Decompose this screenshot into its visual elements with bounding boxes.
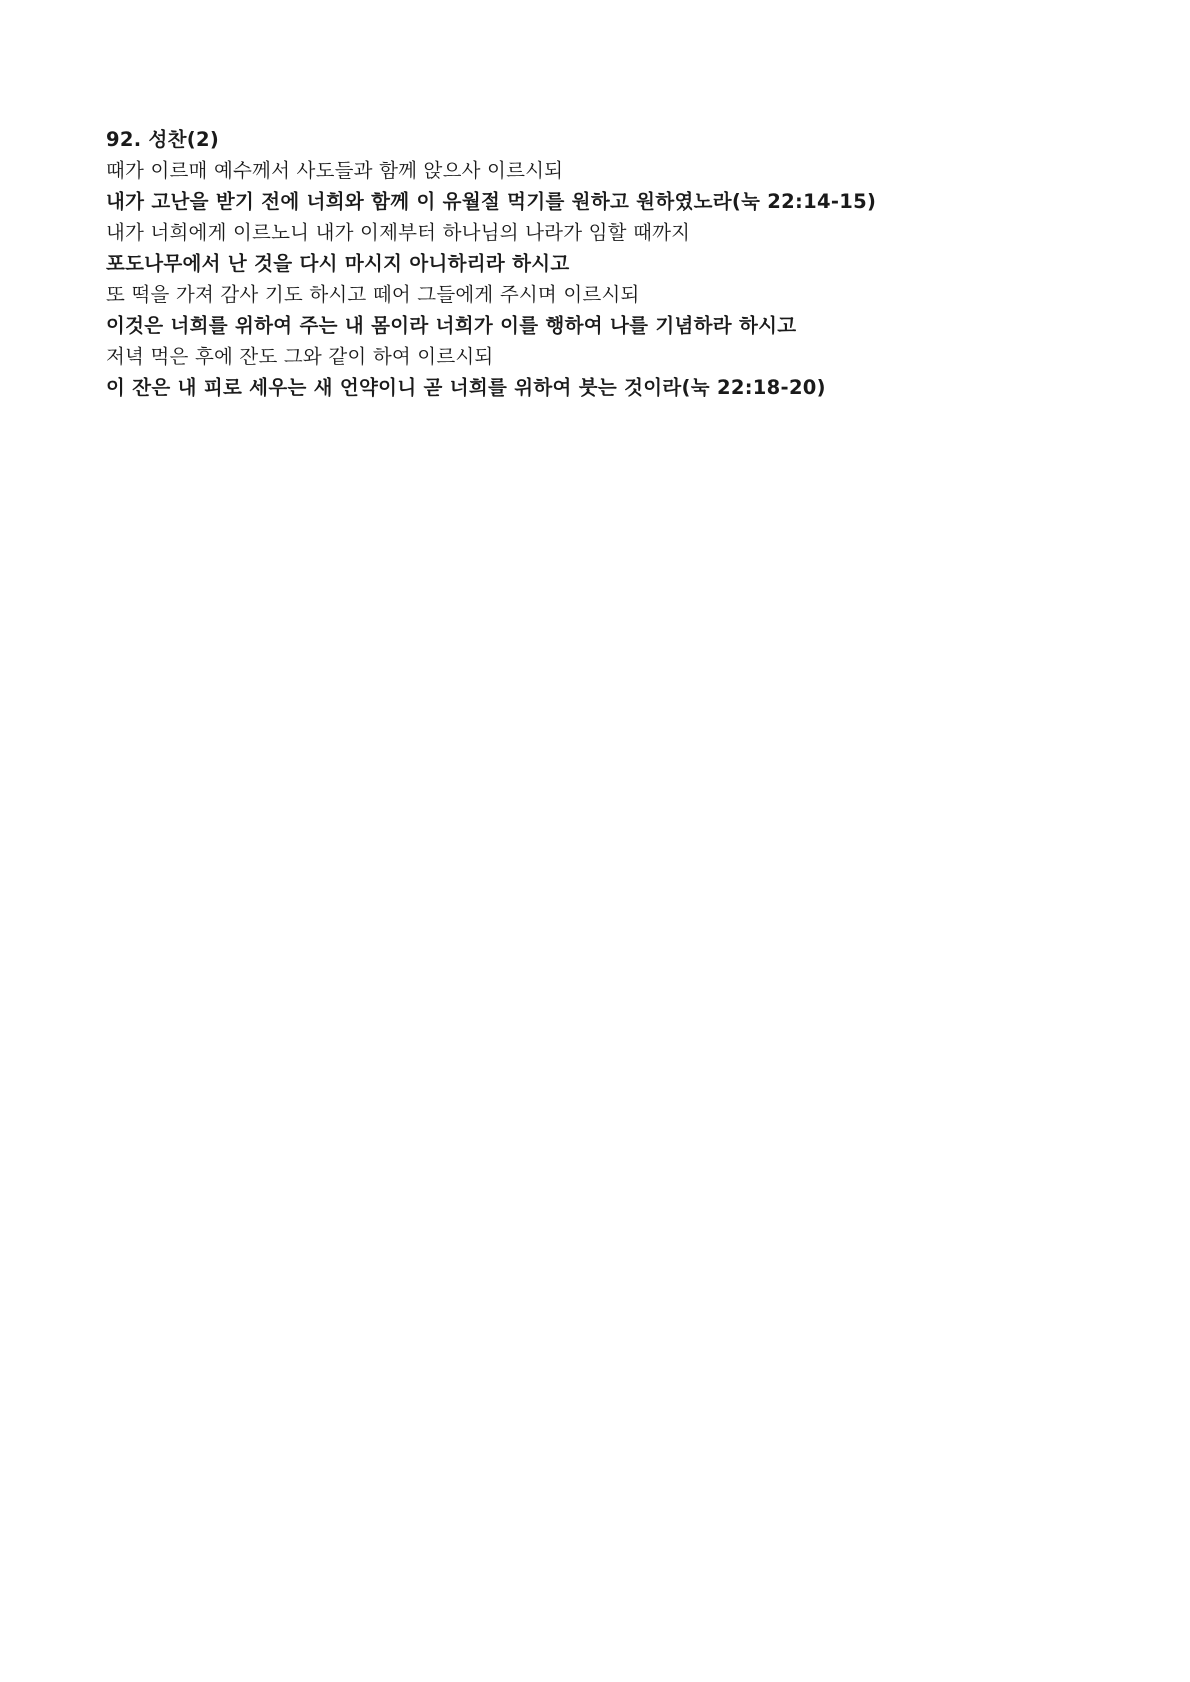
scripture-line-3: 내가 너희에게 이르노니 내가 이제부터 하나님의 나라가 임할 때까지	[106, 221, 691, 244]
scripture-line-1: 때가 이르매 예수께서 사도들과 함께 앉으사 이르시되	[106, 159, 564, 182]
scripture-line-7: 저녁 먹은 후에 잔도 그와 같이 하여 이르시되	[106, 345, 494, 368]
scripture-line-2: 내가 고난을 받기 전에 너희와 함께 이 유월절 먹기를 원하고 원하였노라(눅 22:14-15)	[106, 190, 877, 213]
scripture-line-6: 이것은 너희를 위하여 주는 내 몸이라 너희가 이를 행하여 나를 기념하라 하시고	[106, 314, 797, 337]
document-body	[106, 124, 1080, 403]
page-title: 92. 성찬(2)	[106, 128, 220, 151]
scripture-line-8: 이 잔은 내 피로 세우는 새 언약이니 곧 너희를 위하여 붓는 것이라(눅 22:18-20)	[106, 376, 826, 399]
scripture-line-5: 또 떡을 가져 감사 기도 하시고 떼어 그들에게 주시며 이르시되	[106, 283, 640, 306]
scripture-line-4: 포도나무에서 난 것을 다시 마시지 아니하리라 하시고	[106, 252, 570, 275]
